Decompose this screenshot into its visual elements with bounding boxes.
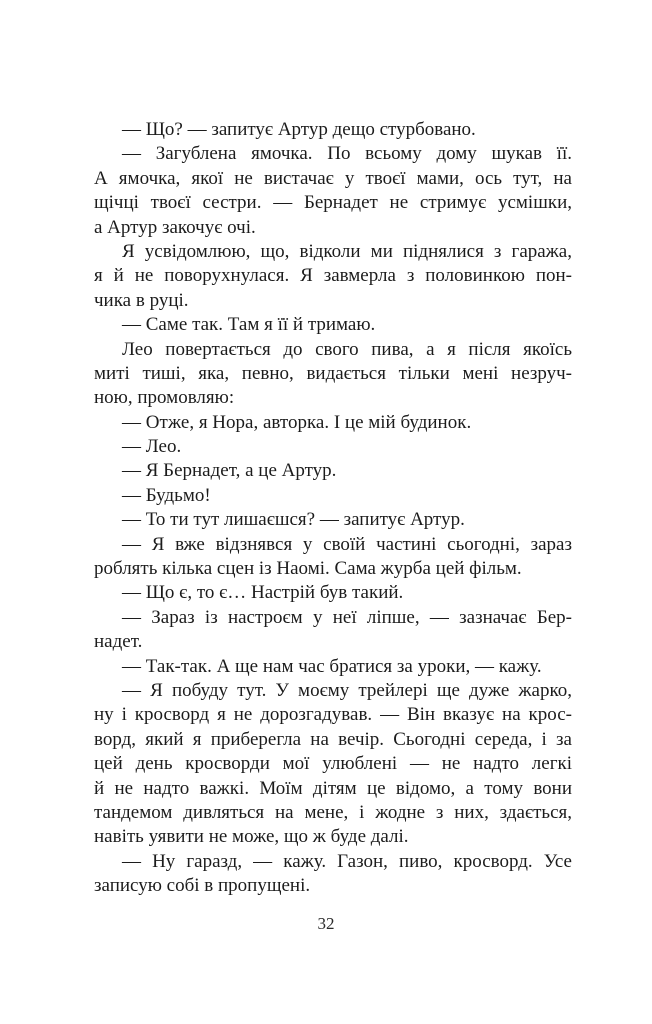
text-line: — Отже, я Нора, авторка. І це мій будинок.	[122, 411, 472, 433]
text-line: Я усвідомлюю, що, відколи ми піднялися з гаража,	[122, 240, 572, 262]
text-line: ною, промовляю:	[94, 387, 235, 409]
text-line: тандемом дивляться на мене, і жодне з них, здається,	[94, 801, 572, 823]
text-line: — Ну гаразд, — кажу. Газон, пиво, кросворд. Усе	[122, 850, 572, 872]
text-line: — Так-так. А ще нам час братися за уроки, — кажу.	[122, 655, 542, 677]
text-line: цей день кросворди мої улюблені — не надто легкі	[94, 753, 572, 775]
text-line: я й не поворухнулася. Я завмерла з половинкою пон-	[94, 265, 572, 287]
text-line: чика в руці.	[94, 289, 189, 311]
text-line: ну і кросворд я не дорозгадував. — Він вказує на крос-	[94, 704, 572, 726]
text-line: Лео повертається до свого пива, а я після якоїсь	[122, 338, 572, 360]
page-number: 32	[317, 914, 335, 933]
text-line: — То ти тут лишаєшся? — запитує Артур.	[122, 509, 465, 531]
text-line: — Я Бернадет, а це Артур.	[122, 460, 337, 482]
text-line: ворд, який я приберегла на вечір. Сьогодні середа, і за	[94, 728, 572, 750]
text-line: — Що? — запитує Артур дещо стурбовано.	[122, 119, 476, 140]
body-text	[94, 118, 572, 899]
text-line: роблять кілька сцен із Наомі. Сама журба цей фільм.	[94, 558, 522, 580]
text-line: — Я побуду тут. У моєму трейлері ще дуже жарко,	[122, 679, 572, 701]
text-line: А ямочка, якої не вистачає у твоєї мами, ось тут, на	[94, 167, 572, 189]
text-line: надет.	[94, 631, 143, 653]
text-line: миті тиші, яка, певно, видається тільки мені незруч-	[94, 362, 572, 384]
text-line: а Артур закочує очі.	[94, 216, 256, 238]
text-line: навіть уявити не може, що ж буде далі.	[94, 826, 409, 848]
text-line: — Саме так. Там я її й тримаю.	[122, 314, 376, 336]
text-line: — Зараз із настроєм у неї ліпше, — зазначає Бер-	[122, 606, 572, 628]
text-line: — Лео.	[122, 436, 182, 458]
text-line: щічці твоєї сестри. — Бернадет не стримує усмішки,	[94, 192, 572, 214]
text-line: — Загублена ямочка. По всьому дому шукав її.	[122, 143, 572, 165]
text-line: — Будьмо!	[122, 484, 211, 506]
text-line: — Що є, то є… Настрій був такий.	[122, 582, 404, 604]
text-line: записую собі в пропущені.	[94, 875, 311, 897]
text-line: — Я вже відзнявся у своїй частині сьогодні, зараз	[122, 533, 572, 555]
text-line: й не надто важкі. Моїм дітям це відомо, а тому вони	[94, 777, 572, 799]
